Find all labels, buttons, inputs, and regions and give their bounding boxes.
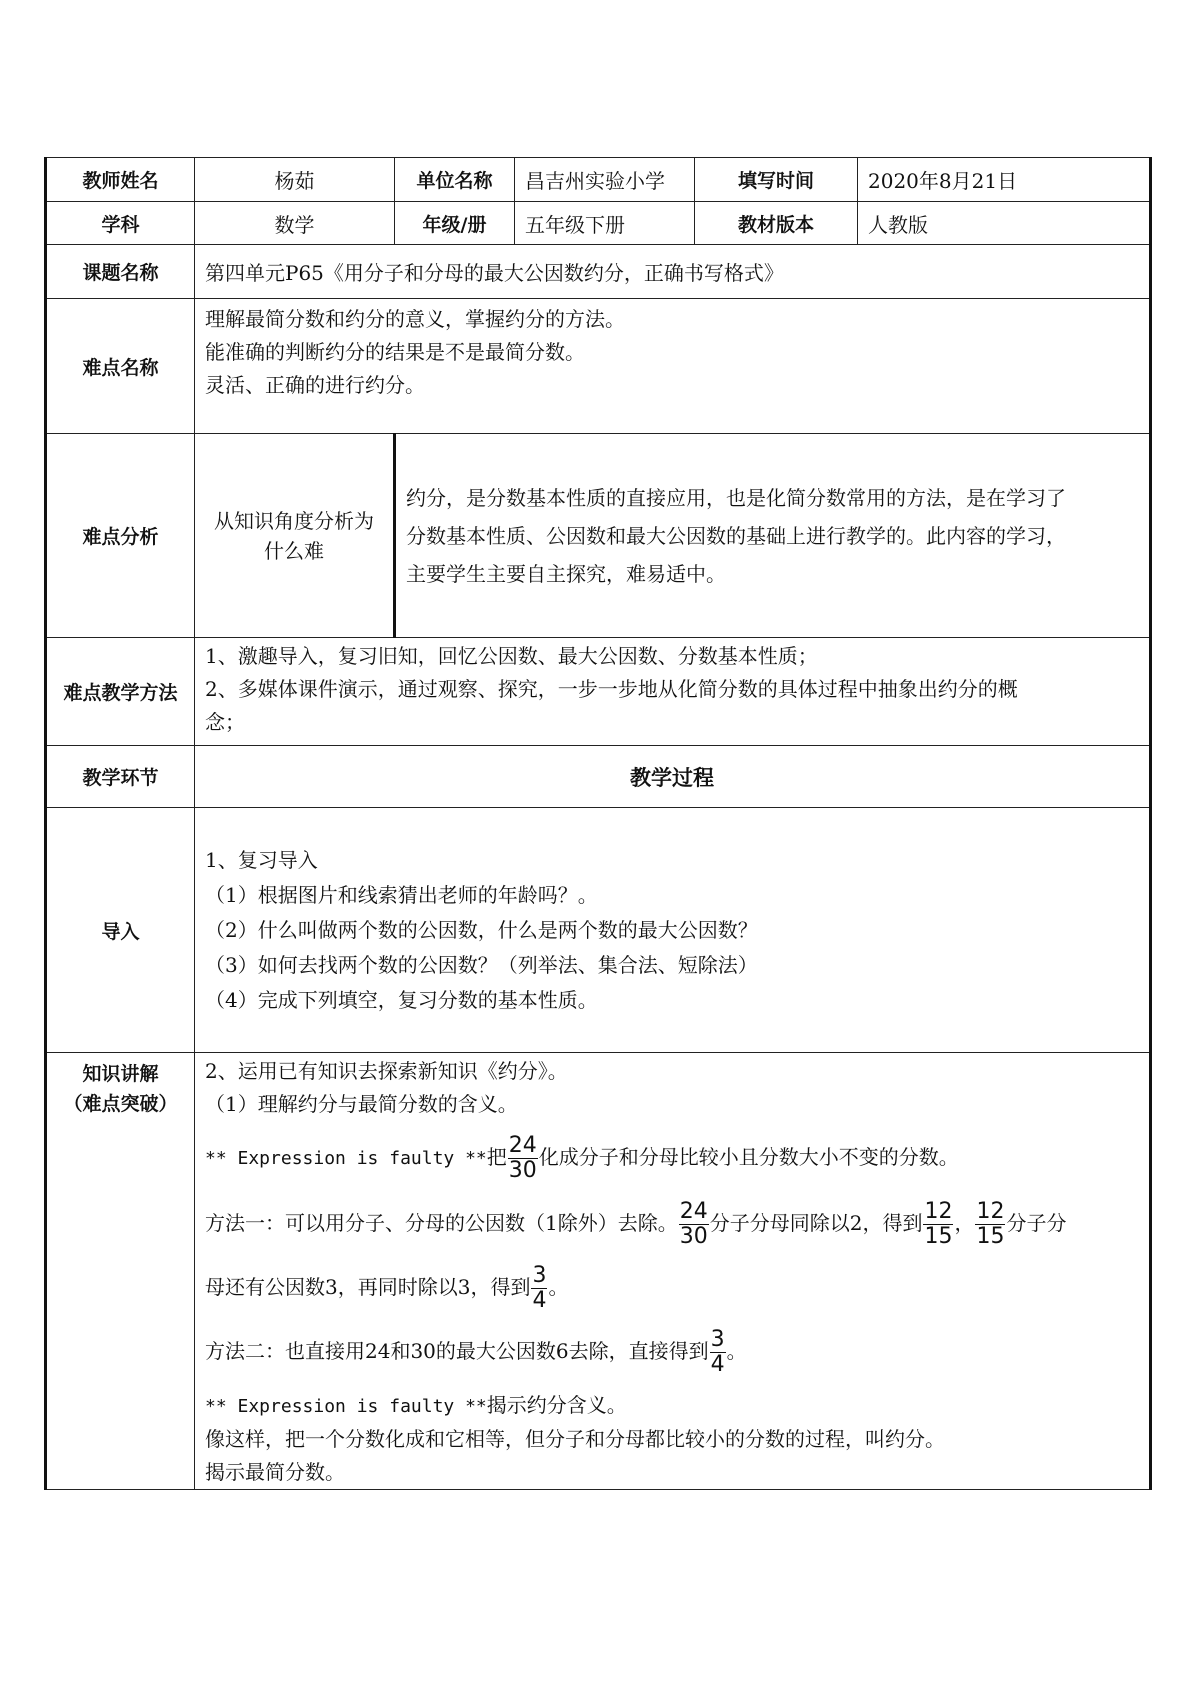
subject-value: 数学 — [195, 202, 395, 245]
knowledge-line-4 — [205, 1193, 1139, 1253]
fraction-24-30 — [508, 1134, 538, 1183]
intro-line: （3）如何去找两个数的公因数？（列举法、集合法、短除法） — [205, 952, 758, 977]
fraction-denominator: 30 — [679, 1224, 708, 1249]
fraction-numerator: 3 — [532, 1263, 547, 1288]
topic-row — [46, 245, 1151, 299]
analysis-row — [46, 434, 1151, 638]
analysis-line: 约分，是分数基本性质的直接应用，也是化简分数常用的方法，是在学习了 — [406, 485, 1066, 510]
fraction-12-15 — [923, 1200, 953, 1249]
teacher-label: 教师姓名 — [46, 158, 195, 202]
unit-label: 单位名称 — [395, 158, 515, 202]
knowledge-label-line1: 知识讲解 — [82, 1063, 159, 1085]
text-segment: 。 — [726, 1339, 747, 1363]
text-segment: ， — [954, 1211, 975, 1235]
analysis-sub-label-text: 从知识角度分析为什么难 — [214, 508, 374, 563]
difficulty-line: 灵活、正确的进行约分。 — [205, 373, 425, 397]
fraction-12-15 — [975, 1200, 1005, 1249]
knowledge-line: 2、运用已有知识去探索新知识《约分》。 — [205, 1059, 568, 1083]
expression-error-text: ** Expression is faulty ** — [205, 1148, 487, 1169]
intro-content — [195, 808, 1151, 1053]
intro-line: （4）完成下列填空，复习分数的基本性质。 — [205, 987, 598, 1012]
intro-line: （2）什么叫做两个数的公因数，什么是两个数的最大公因数？ — [205, 917, 758, 942]
fraction-numerator: 24 — [679, 1199, 708, 1224]
intro-line: （1）根据图片和线索猜出老师的年龄吗？。 — [205, 882, 598, 907]
fraction-denominator: 15 — [976, 1224, 1005, 1249]
expression-error-text: ** Expression is faulty ** — [205, 1396, 487, 1417]
fraction-numerator: 12 — [976, 1199, 1005, 1224]
difficulty-content — [195, 299, 1151, 434]
intro-label: 导入 — [46, 808, 195, 1053]
text-segment: 母还有公因数3，再同时除以3，得到 — [205, 1275, 531, 1299]
text-segment: 方法一：可以用分子、分母的公因数（1除外）去除。 — [205, 1211, 678, 1235]
method-line: 1、激趣导入，复习旧知，回忆公因数、最大公因数、分数基本性质； — [205, 644, 818, 668]
unit-value: 昌吉州实验小学 — [515, 158, 695, 202]
date-value: 2020年8月21日 — [858, 158, 1151, 202]
knowledge-line: （1）理解约分与最简分数的含义。 — [205, 1092, 518, 1116]
text-segment: 。 — [548, 1275, 569, 1299]
text-segment: 把 — [486, 1145, 507, 1169]
text-segment: 化成分子和分母比较小且分数大小不变的分数。 — [538, 1145, 959, 1169]
topic-label: 课题名称 — [46, 245, 195, 299]
knowledge-line: 揭示最简分数。 — [205, 1460, 345, 1484]
method-line: 2、多媒体课件演示，通过观察、探究，一步一步地从化简分数的具体过程中抽象出约分的概 — [205, 677, 1018, 701]
analysis-sub-label — [195, 434, 395, 638]
fraction-numerator: 12 — [924, 1199, 953, 1224]
teacher-value: 杨茹 — [195, 158, 395, 202]
knowledge-line: 像这样，把一个分数化成和它相等，但分子和分母都比较小的分数的过程，叫约分。 — [205, 1427, 945, 1451]
knowledge-line-5 — [205, 1257, 1139, 1317]
fraction-denominator: 30 — [508, 1158, 537, 1183]
knowledge-content — [195, 1053, 1151, 1490]
method-row — [46, 638, 1151, 746]
text-segment: 揭示约分含义。 — [486, 1393, 627, 1417]
knowledge-line-3 — [205, 1127, 1139, 1189]
fraction-24-30 — [679, 1200, 709, 1249]
knowledge-row — [46, 1053, 1151, 1490]
method-label: 难点教学方法 — [46, 638, 195, 746]
difficulty-line: 理解最简分数和约分的意义，掌握约分的方法。 — [205, 307, 625, 331]
grade-value: 五年级下册 — [515, 202, 695, 245]
edition-value: 人教版 — [858, 202, 1151, 245]
fraction-numerator: 24 — [508, 1133, 537, 1158]
fraction-numerator: 3 — [710, 1327, 725, 1352]
topic-value: 第四单元P65《用分子和分母的最大公因数约分，正确书写格式》 — [195, 245, 1151, 299]
subject-label: 学科 — [46, 202, 195, 245]
analysis-line: 主要学生主要自主探究，难易适中。 — [406, 561, 726, 586]
difficulty-row — [46, 299, 1151, 434]
method-content — [195, 638, 1151, 746]
header-row-1 — [46, 158, 1151, 202]
text-segment: 分子分母同除以2，得到 — [709, 1211, 923, 1235]
edition-label: 教材版本 — [695, 202, 858, 245]
knowledge-line-6 — [205, 1321, 1139, 1381]
stage-label: 教学环节 — [46, 746, 195, 808]
analysis-label: 难点分析 — [46, 434, 195, 638]
difficulty-label: 难点名称 — [46, 299, 195, 434]
difficulty-line: 能准确的判断约分的结果是不是最简分数。 — [205, 340, 585, 364]
fraction-denominator: 4 — [710, 1352, 725, 1377]
knowledge-label-line2: （难点突破） — [63, 1093, 178, 1115]
process-header-row — [46, 746, 1151, 808]
analysis-line: 分数基本性质、公因数和最大公因数的基础上进行教学的。此内容的学习， — [406, 523, 1066, 548]
intro-row — [46, 808, 1151, 1053]
text-segment: 方法二：也直接用24和30的最大公因数6去除，直接得到 — [205, 1339, 709, 1363]
process-label: 教学过程 — [195, 746, 1151, 808]
fraction-3-4 — [531, 1264, 547, 1313]
fraction-3-4 — [710, 1328, 726, 1377]
lesson-plan-table — [44, 157, 1152, 1490]
lesson-plan-sheet — [44, 157, 1149, 1490]
fraction-denominator: 15 — [924, 1224, 953, 1249]
text-segment: 分子分 — [1006, 1211, 1067, 1235]
fraction-denominator: 4 — [532, 1288, 547, 1313]
knowledge-line-7 — [205, 1389, 1139, 1423]
method-line: 念； — [205, 710, 245, 734]
grade-label: 年级/册 — [395, 202, 515, 245]
knowledge-label — [46, 1053, 195, 1490]
analysis-content — [395, 434, 1151, 638]
intro-line: 1、复习导入 — [205, 847, 318, 872]
date-label: 填写时间 — [695, 158, 858, 202]
header-row-2 — [46, 202, 1151, 245]
